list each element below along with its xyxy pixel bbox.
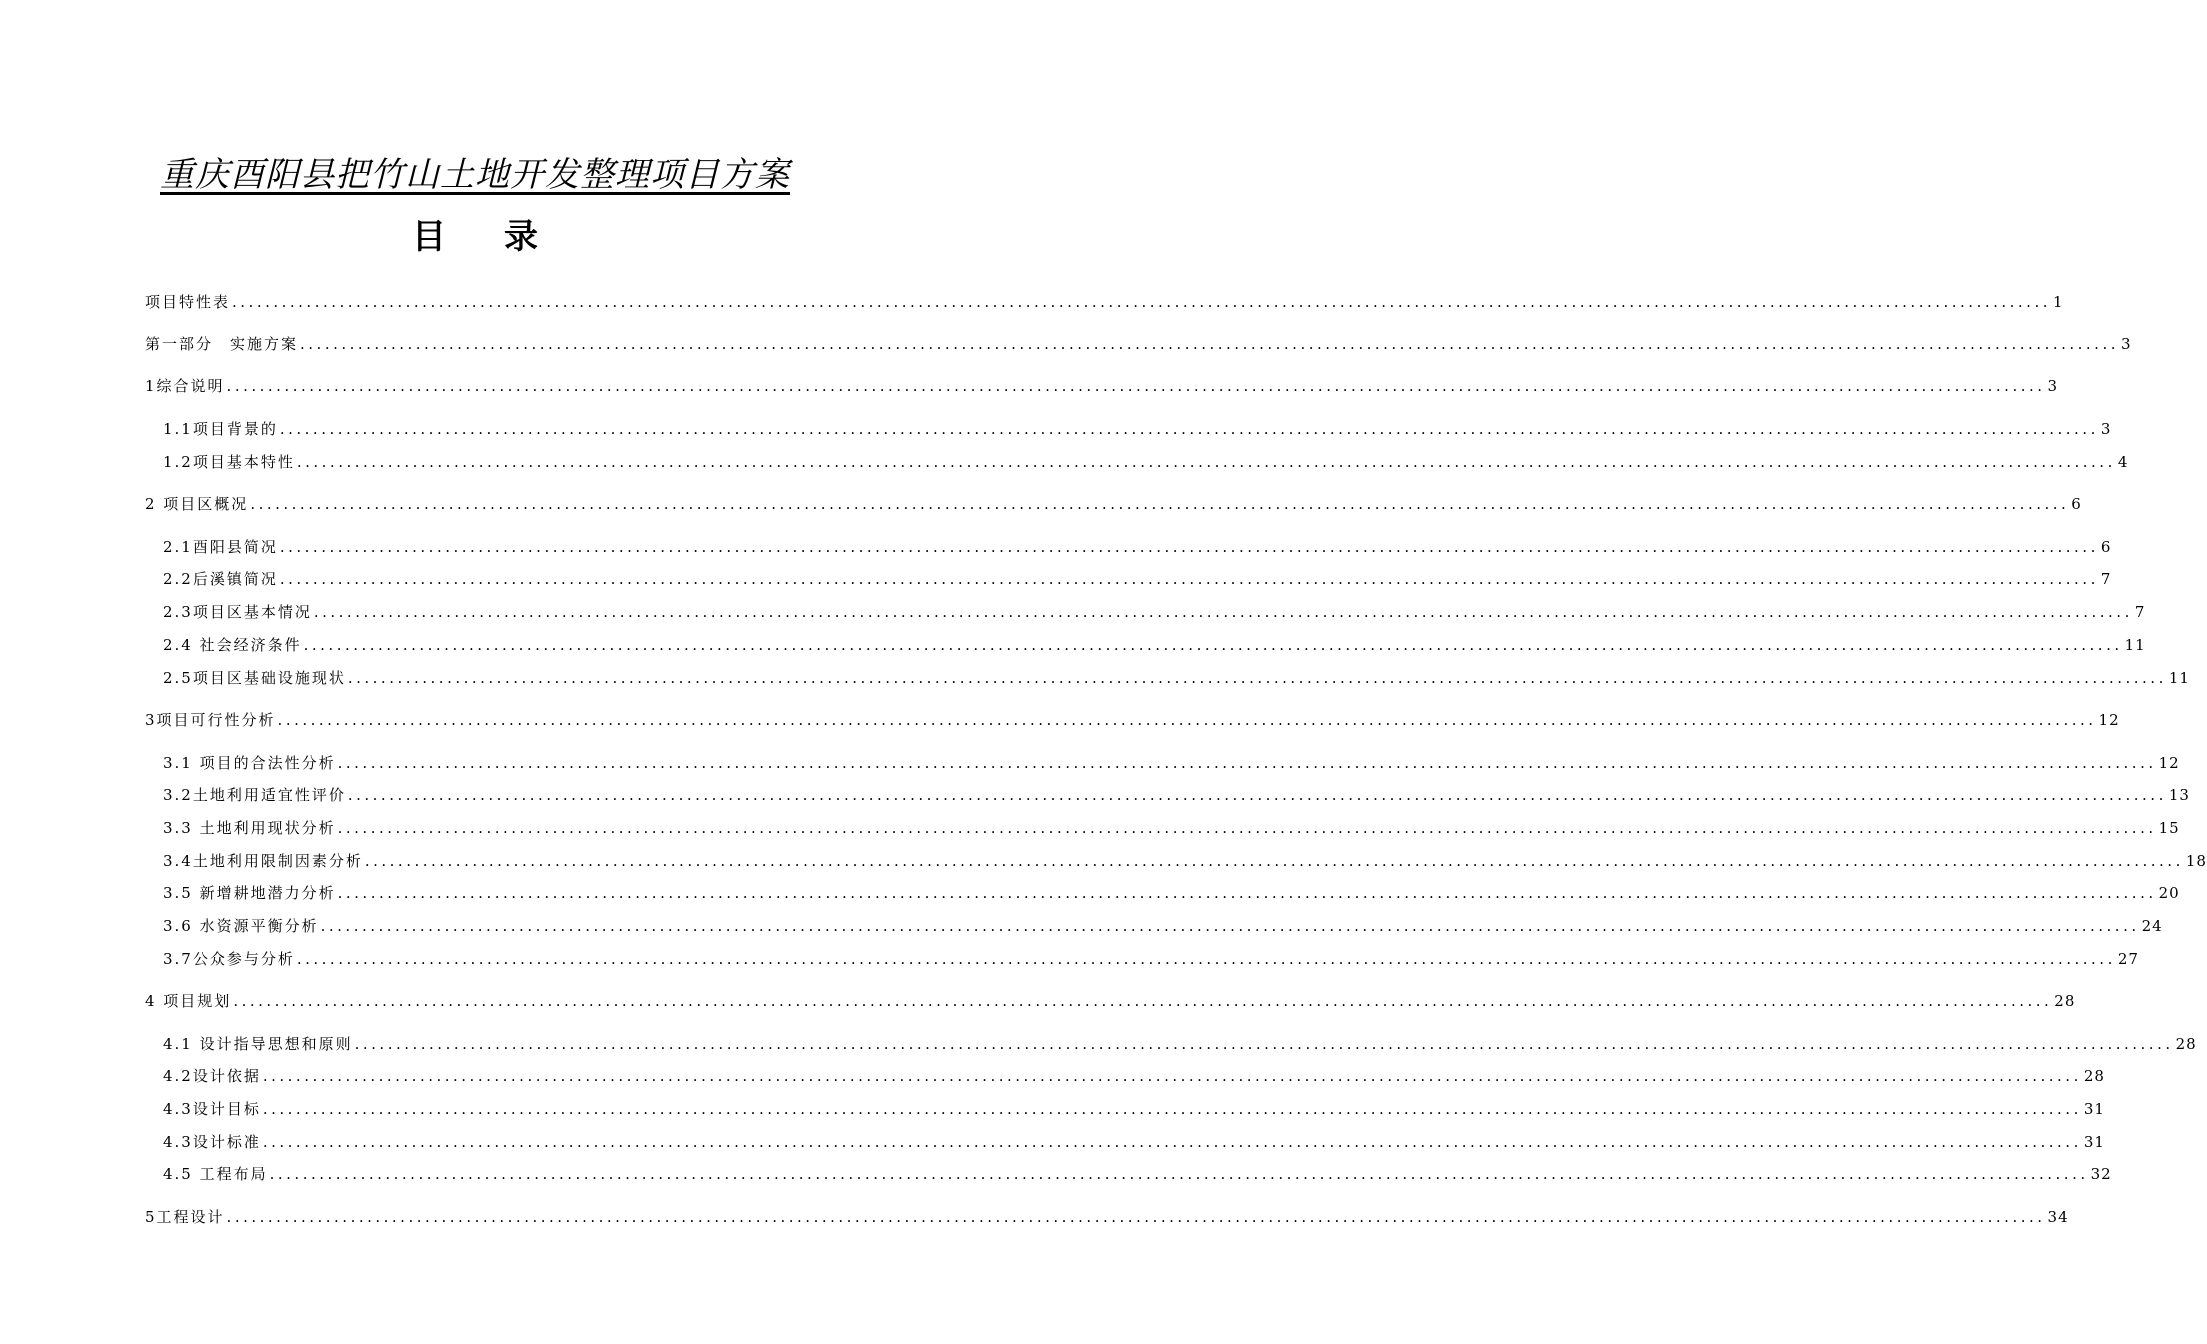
toc-entry[interactable] xyxy=(145,1203,2069,1227)
toc-heading: 目录 xyxy=(412,217,596,257)
toc-entry[interactable] xyxy=(163,598,2146,622)
toc-entry[interactable] xyxy=(163,1128,2105,1152)
toc-entry-page-number: 1 xyxy=(2053,293,2064,311)
toc-leader-dots: ............................................................................................................................................................................................................................ xyxy=(364,852,2184,870)
toc-entry-label: 3.1 项目的合法性分析 xyxy=(163,754,336,772)
toc-entry[interactable] xyxy=(163,814,2180,838)
toc-entry-page-number: 3 xyxy=(2047,377,2059,395)
toc-entry[interactable] xyxy=(163,847,2207,871)
toc-entry-page-number: 24 xyxy=(2141,917,2163,935)
toc-leader-dots: ............................................................................................................................................................................................................................ xyxy=(337,819,2157,837)
toc-entry-page-number: 18 xyxy=(2185,852,2207,870)
toc-entry-page-number: 31 xyxy=(2083,1100,2105,1118)
toc-entry[interactable] xyxy=(163,749,2180,773)
toc-entry[interactable] xyxy=(145,330,2132,354)
toc-leader-dots: ............................................................................................................................................................................................................................ xyxy=(279,538,2099,556)
toc-leader-dots: ............................................................................................................................................................................................................................ xyxy=(250,495,2070,513)
toc-entry[interactable] xyxy=(163,912,2163,936)
toc-leader-dots: ............................................................................................................................................................................................................................ xyxy=(347,786,2167,804)
toc-entry[interactable] xyxy=(163,1062,2105,1086)
toc-entry-label: 4.5 工程布局 xyxy=(163,1165,268,1183)
toc-entry[interactable] xyxy=(145,987,2076,1011)
toc-leader-dots: ............................................................................................................................................................................................................................ xyxy=(279,420,2099,438)
toc-entry-page-number: 3 xyxy=(2121,335,2132,353)
toc-entry-label: 3.3 土地利用现状分析 xyxy=(163,819,336,837)
toc-entry[interactable] xyxy=(163,1095,2105,1119)
toc-leader-dots: ............................................................................................................................................................................................................................ xyxy=(296,950,2116,968)
toc-entry-label: 项目特性表 xyxy=(145,293,231,311)
document-title: 重庆酉阳县把竹山土地开发整理项目方案 xyxy=(160,155,790,195)
toc-entry-page-number: 3 xyxy=(2100,420,2112,438)
toc-entry[interactable] xyxy=(163,781,2190,805)
toc-leader-dots: ............................................................................................................................................................................................................................ xyxy=(313,603,2133,621)
toc-entry[interactable] xyxy=(163,945,2139,969)
toc-entry-page-number: 31 xyxy=(2083,1133,2105,1151)
toc-entry-page-number: 4 xyxy=(2117,453,2129,471)
toc-entry-label: 4.2设计依据 xyxy=(163,1067,261,1085)
toc-entry-page-number: 20 xyxy=(2158,884,2180,902)
toc-leader-dots: ............................................................................................................................................................................................................................ xyxy=(347,669,2167,687)
toc-entry-label: 2.2后溪镇简况 xyxy=(163,570,278,588)
toc-entry[interactable] xyxy=(163,415,2112,439)
toc-entry[interactable] xyxy=(145,372,2059,396)
toc-leader-dots: ............................................................................................................................................................................................................................ xyxy=(269,1165,2089,1183)
toc-entry-page-number: 12 xyxy=(2098,711,2120,729)
toc-entry-page-number: 12 xyxy=(2158,754,2180,772)
toc-entry-label: 4.1 设计指导思想和原则 xyxy=(163,1035,353,1053)
toc-entry-label: 4.3设计目标 xyxy=(163,1100,261,1118)
toc-leader-dots: ............................................................................................................................................................................................................................ xyxy=(303,636,2123,654)
toc-entry-label: 3.7公众参与分析 xyxy=(163,950,295,968)
toc-leader-dots: ............................................................................................................................................................................................................................ xyxy=(262,1100,2082,1118)
toc-entry-label: 2.5项目区基础设施现状 xyxy=(163,669,346,687)
toc-entry[interactable] xyxy=(163,631,2146,655)
toc-entry-label: 2.1酉阳县简况 xyxy=(163,538,278,556)
toc-entry-page-number: 6 xyxy=(2071,495,2082,513)
toc-entry-label: 2.4 社会经济条件 xyxy=(163,636,302,654)
toc-entry-label: 3.5 新增耕地潜力分析 xyxy=(163,884,336,902)
toc-entry[interactable] xyxy=(163,1160,2112,1184)
toc-entry-label: 1综合说明 xyxy=(145,377,225,395)
toc-entry[interactable] xyxy=(163,533,2112,557)
toc-entry[interactable] xyxy=(163,879,2180,903)
toc-entry-page-number: 32 xyxy=(2090,1165,2112,1183)
toc-leader-dots: ............................................................................................................................................................................................................................ xyxy=(296,453,2116,471)
toc-entry-page-number: 28 xyxy=(2054,992,2076,1010)
toc-leader-dots: ............................................................................................................................................................................................................................ xyxy=(320,917,2140,935)
toc-entry-label: 4.3设计标准 xyxy=(163,1133,261,1151)
toc-entry-label: 3.6 水资源平衡分析 xyxy=(163,917,319,935)
toc-entry[interactable] xyxy=(145,490,2082,514)
toc-leader-dots: ............................................................................................................................................................................................................................ xyxy=(262,1067,2082,1085)
toc-leader-dots: ............................................................................................................................................................................................................................ xyxy=(337,754,2157,772)
toc-entry-page-number: 7 xyxy=(2100,570,2112,588)
toc-entry-page-number: 11 xyxy=(2168,669,2190,687)
toc-entry[interactable] xyxy=(163,664,2190,688)
toc-leader-dots: ............................................................................................................................................................................................................................ xyxy=(226,377,2046,395)
toc-entry-label: 3项目可行性分析 xyxy=(145,711,276,729)
toc-entry-label: 1.2项目基本特性 xyxy=(163,453,295,471)
toc-leader-dots: ............................................................................................................................................................................................................................ xyxy=(300,335,2119,353)
toc-entry-label: 5工程设计 xyxy=(145,1208,225,1226)
toc-leader-dots: ............................................................................................................................................................................................................................ xyxy=(354,1035,2174,1053)
toc-leader-dots: ............................................................................................................................................................................................................................ xyxy=(279,570,2099,588)
toc-leader-dots: ............................................................................................................................................................................................................................ xyxy=(337,884,2157,902)
toc-leader-dots: ............................................................................................................................................................................................................................ xyxy=(277,711,2097,729)
toc-leader-dots: ............................................................................................................................................................................................................................ xyxy=(232,293,2051,311)
toc-entry-page-number: 7 xyxy=(2134,603,2146,621)
toc-entry[interactable] xyxy=(163,1030,2197,1054)
toc-entry[interactable] xyxy=(145,706,2120,730)
toc-entry-page-number: 6 xyxy=(2100,538,2112,556)
toc-entry-page-number: 34 xyxy=(2047,1208,2069,1226)
toc-entry[interactable] xyxy=(145,288,2064,312)
toc-entry-page-number: 28 xyxy=(2175,1035,2197,1053)
toc-entry-page-number: 15 xyxy=(2158,819,2180,837)
toc-entry-label: 1.1项目背景的 xyxy=(163,420,278,438)
toc-entry-page-number: 28 xyxy=(2083,1067,2105,1085)
toc-entry-page-number: 13 xyxy=(2168,786,2190,804)
toc-entry-page-number: 27 xyxy=(2117,950,2139,968)
toc-entry-page-number: 11 xyxy=(2124,636,2146,654)
toc-entry-label: 3.2土地利用适宜性评价 xyxy=(163,786,346,804)
toc-entry-label: 3.4土地利用限制因素分析 xyxy=(163,852,363,870)
toc-entry-label: 2 项目区概况 xyxy=(145,495,249,513)
toc-leader-dots: ............................................................................................................................................................................................................................ xyxy=(226,1208,2046,1226)
toc-entry-label: 第一部分 实施方案 xyxy=(145,335,299,353)
toc-entry-label: 2.3项目区基本情况 xyxy=(163,603,312,621)
toc-entry[interactable] xyxy=(163,565,2112,589)
toc-leader-dots: ............................................................................................................................................................................................................................ xyxy=(262,1133,2082,1151)
toc-entry[interactable] xyxy=(163,448,2129,472)
toc-entry-label: 4 项目规划 xyxy=(145,992,232,1010)
toc-leader-dots: ............................................................................................................................................................................................................................ xyxy=(233,992,2053,1010)
